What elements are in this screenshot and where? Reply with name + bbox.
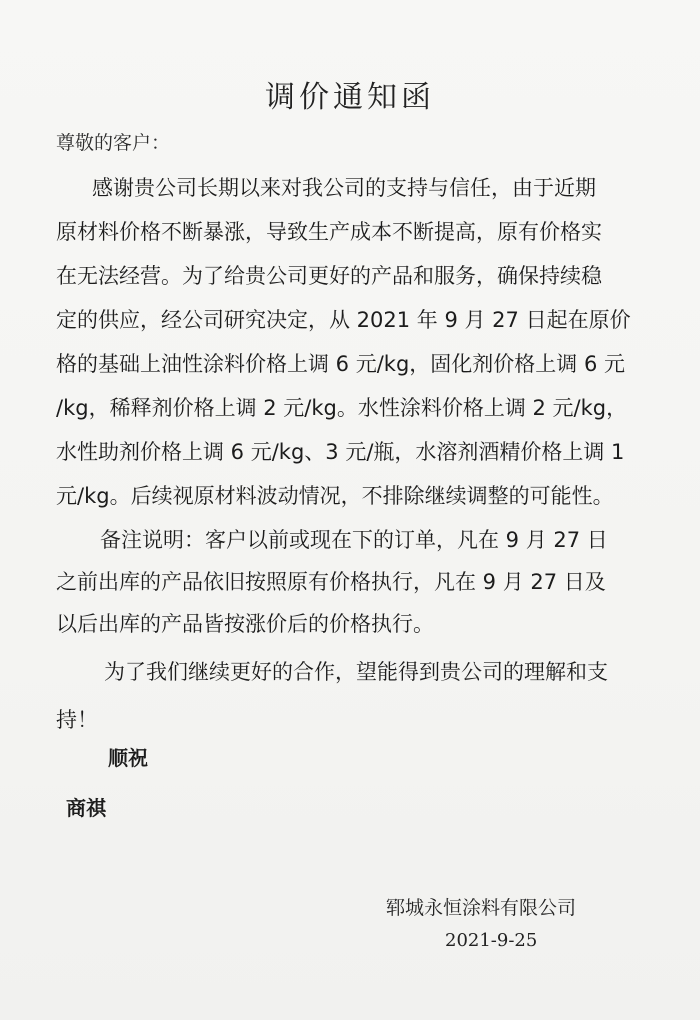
letter-date: 2021-9-25 — [445, 930, 538, 951]
body-line: 水性助剂价格上调 6 元/kg、3 元/瓶，水溶剂酒精价格上调 1 — [56, 440, 625, 464]
body-line: /kg，稀释剂价格上调 2 元/kg。水性涂料价格上调 2 元/kg， — [56, 396, 628, 420]
note-line: 以后出库的产品皆按涨价后的价格执行。 — [56, 612, 434, 636]
company-name: 郓城永恒涂料有限公司 — [386, 897, 577, 919]
body-line: 定的供应，经公司研究决定，从 2021 年 9 月 27 日起在原价 — [56, 308, 631, 332]
wish-text: 商祺 — [66, 796, 106, 820]
body-line: 感谢贵公司长期以来对我公司的支持与信任，由于近期 — [92, 176, 596, 200]
body-line: 格的基础上油性涂料价格上调 6 元/kg，固化剂价格上调 6 元 — [56, 352, 625, 376]
regards-text: 顺祝 — [108, 746, 148, 770]
closing-line: 持！ — [56, 708, 98, 732]
note-line: 备注说明：客户以前或现在下的订单，凡在 9 月 27 日 — [100, 528, 608, 552]
salutation: 尊敬的客户： — [56, 132, 171, 154]
closing-line: 为了我们继续更好的合作，望能得到贵公司的理解和支 — [104, 660, 608, 684]
letter-title: 调价通知函 — [265, 80, 435, 115]
note-line: 之前出库的产品依旧按照原有价格执行，凡在 9 月 27 日及 — [56, 570, 606, 594]
body-line: 在无法经营。为了给贵公司更好的产品和服务，确保持续稳 — [56, 264, 602, 288]
body-line: 原材料价格不断暴涨，导致生产成本不断提高，原有价格实 — [56, 220, 602, 244]
body-line: 元/kg。后续视原材料波动情况，不排除继续调整的可能性。 — [56, 484, 614, 508]
